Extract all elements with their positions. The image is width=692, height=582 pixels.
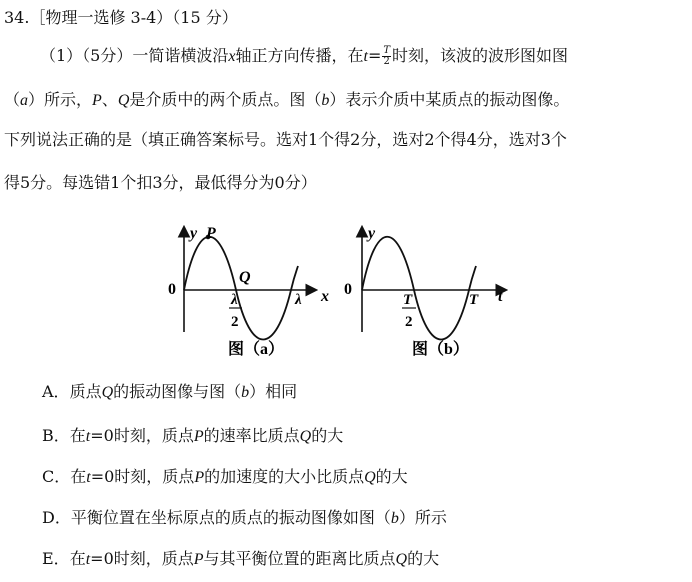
option-text: ）所示 [398,508,447,527]
fraction-den: 2 [383,56,390,67]
symbol-Q: Q [299,428,312,445]
option-letter: A． [42,382,70,401]
text-paren: （ [4,90,21,109]
option-a[interactable] [42,379,297,402]
figure-a [165,222,345,362]
label-y-a: y [190,225,198,242]
symbol-b: b [241,384,250,401]
label-half-T-den: 2 [405,314,413,330]
waveform-a [184,237,298,340]
symbol-b: b [390,510,399,527]
option-letter: B． [42,426,70,445]
fraction-t-half [382,46,391,67]
symbol-a: a [20,92,29,109]
caption-b: 图（b） [412,341,469,358]
option-text: 质点 [69,382,102,401]
option-b[interactable] [42,423,343,446]
text-end: ）表示介质中某质点的振动图像。 [329,90,570,109]
option-text: 的加速度的大小比质点 [204,467,365,486]
option-text: 的大 [311,426,344,445]
symbol-P: P [193,428,204,445]
symbol-b: b [321,92,330,109]
option-c[interactable] [42,464,408,487]
option-d[interactable] [42,505,447,528]
option-text: 的大 [407,549,440,568]
option-letter: E． [42,549,70,568]
symbol-t: t [86,469,91,486]
text-sep: 、 [101,90,118,109]
question-text-line-3: 下列说法正确的是（填正确答案标号。选对1个得2分，选对2个得4分，选对3个 [4,130,567,149]
text-eq: = [367,46,382,65]
symbol-P: P [194,469,205,486]
label-origin-b: 0 [344,281,352,298]
symbol-t: t [85,428,91,445]
option-text: =0时刻，质点 [90,467,195,486]
symbol-Q: Q [364,469,376,486]
option-text: 在 [69,426,86,445]
symbol-Q: Q [101,384,114,401]
label-y-b: y [368,225,376,242]
question-text-line-4: 得5分。每选错1个扣3分，最低得分为0分） [4,173,317,192]
symbol-Q: Q [395,551,408,568]
caption-a: 图（a） [228,341,285,358]
text-shown: ）所示， [28,90,93,109]
question-header: 34.［物理一选修 3-4）（15 分） [4,8,238,27]
label-half-lambda-num: λ [231,292,238,308]
option-text: 平衡位置在坐标原点的质点的振动图像如图（ [70,508,391,527]
label-origin-a: 0 [168,281,176,298]
text-medium: 是介质中的两个质点。图（ [129,90,322,109]
option-text: ）相同 [249,382,298,401]
option-text: 的大 [375,467,408,486]
text-lead: （1）（5分）一简谐横波沿 [40,46,229,65]
option-text: =0时刻，质点 [90,426,194,445]
symbol-Q: Q [117,92,130,109]
option-letter: C． [42,467,71,486]
label-half-lambda-den: 2 [231,314,239,330]
symbol-P: P [92,92,102,109]
label-t: t [498,288,503,305]
label-lambda: λ [295,292,302,308]
symbol-t: t [85,551,91,568]
option-text: 的速率比质点 [203,426,300,445]
option-letter: D． [42,508,71,527]
option-e[interactable] [42,546,439,569]
symbol-t: t [363,48,368,65]
option-text: 在 [70,467,87,486]
question-text-line-1 [40,45,568,68]
symbol-x: x [228,48,236,65]
question-text-line-2 [4,89,569,112]
figure-b [340,222,520,362]
text-mid: 轴正方向传播，在 [235,46,364,65]
option-text: 的振动图像与图（ [113,382,242,401]
label-half-T-num: T [403,292,413,308]
label-P: P [206,225,216,242]
label-T: T [469,292,479,308]
label-Q: Q [239,269,251,286]
fraction-num: T [383,45,391,56]
option-text: =0时刻，质点 [90,549,194,568]
label-x: x [321,288,329,305]
text-tail: 时刻，该波的波形图如图 [392,46,569,65]
option-text: 与其平衡位置的距离比质点 [203,549,396,568]
symbol-P: P [193,551,204,568]
vibration-curve-b [362,237,476,340]
option-text: 在 [69,549,86,568]
